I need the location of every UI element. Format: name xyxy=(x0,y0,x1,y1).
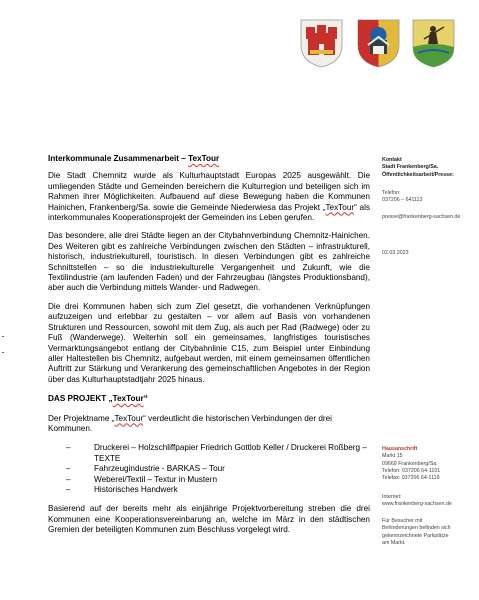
address-city: 09669 Frankenberg/Sa. xyxy=(382,460,438,467)
margin-mark xyxy=(2,336,4,337)
intro-project-name: TexTour xyxy=(325,202,355,212)
frankenberg-crest-icon xyxy=(355,17,402,69)
section-heading-text: DAS PROJEKT „ xyxy=(48,394,113,404)
address-phone: Telefon: 037206 64-1101 xyxy=(382,467,441,474)
list-item: – Historisches Handwerk xyxy=(48,485,370,495)
press-date: 02.03.2023 xyxy=(382,250,409,256)
list-item: – Fahrzeugindustrie - BARKAS – Tour xyxy=(48,464,370,474)
main-content xyxy=(48,154,370,536)
phone-number: 037206 – 641113 xyxy=(382,197,423,204)
paragraph-goals: Die drei Kommunen haben sich zum Ziel gesetzt, die vorhandenen Verknüpfungen aufzuzeigen und erlebbar zu gestalten – vor allem auf Basis von vorhandenen Strukturen und Ressourcen, sowohl mit dem Zug, als auch per Rad (Radwege) oder zu Fuß (Wanderwege). Weiterhin soll ein gemeinsames, langfristiges touristisches Vermarktungsangebot entlang der Citybahnlinie C15, zum Beispiel unter Einbindung aller Haltestellen bis Chemnitz, aufgebaut werden, mit einem gemeinsamen öffentlichen Auftritt zur Stärkung und Verankerung des gemeinschaftlichen Angebotes in der Region über das Kulturhauptstadtjahr 2025 hinaus. xyxy=(48,301,370,384)
paragraph-project-name xyxy=(48,414,370,435)
paragraph-connections: Das besondere, alle drei Städte liegen an der Citybahnverbindung Chemnitz-Hainichen. Des Weiteren gibt es zahlreiche Verbindungen zwischen den Städten – infrastrukturell, historisch, industriekulturell, touristisch. In diesen Verbindungen gibt es zahlreiche Schnittstellen – so die industriekulturelle Vergangenheit und Zukunft, wie die Textilindustrie (am laufenden Faden) und der Fahrzeugbau (längstes Produktionsband), aber auch die Verbindung mittels Wander- und Radwegen. xyxy=(48,231,370,293)
accessibility-note: Für Besucher mit Behinderungen befinden sich gekennzeichnete Parkplätze am Markt. xyxy=(382,518,451,546)
project-name-text-end: “ verdeutlicht die historischen Verbindungen der drei Kommunen. xyxy=(48,413,332,433)
hainichen-crest-icon xyxy=(298,17,345,69)
address-fax: Telefax: 037206 64-1119 xyxy=(382,475,440,482)
list-item: – Weberei/Textil – Textur in Mustern xyxy=(48,475,370,485)
phone-label: Telefon: xyxy=(382,190,401,196)
project-name-term: TexTour xyxy=(114,413,144,423)
project-name-text: Der Projektname „ xyxy=(48,413,115,423)
section-heading-project xyxy=(48,394,370,404)
crests-header xyxy=(298,17,460,69)
internet-link[interactable]: www.frankenberg-sachsen.de xyxy=(382,501,452,508)
paragraph-intro xyxy=(48,171,370,223)
internet-block xyxy=(382,494,474,509)
section-heading-quote: “ xyxy=(143,394,148,404)
contact-email[interactable]: presse@frankenberg-sachsen.de xyxy=(382,214,461,220)
intro-text: Die Stadt Chemnitz wurde als Kulturhauptstadt Europas 2025 ausgewählt. Die umliegenden Städte und Gemeinden bereichern die Kulturregion und beteiligen sich im Rahmen ihrer Möglichkeiten. Aufbauend auf diese Bewegung haben die Kommunen Hainichen, Frankenberg/Sa. sowie die Gemeinde Niederwiesa das Projekt „ xyxy=(48,171,370,212)
list-item: – Druckerei – Holzschliffpapier Friedrich Gottlob Keller / Druckerei Roßberg – TEXTE xyxy=(48,443,370,464)
section-heading-project-name: TexTour xyxy=(112,394,144,404)
address-label: Hausanschrift xyxy=(382,446,418,452)
contact-block xyxy=(382,157,474,179)
internet-label: Internet: xyxy=(382,494,402,500)
contact-organisation: Stadt Frankenberg/Sa. Öffentlichkeitsarbeit/Presse: xyxy=(382,164,454,178)
paragraph-cooperation: Basierend auf der bereits mehr als einjährige Projektvorbereitung streben die drei Kommunen eine Kooperationsvereinbarung an, welche im März in den städtischen Gremien der beteiligten Kommunen zum Beschluss vorgelegt wird. xyxy=(48,504,370,535)
address-block xyxy=(382,446,474,482)
heading-project-name: TexTour xyxy=(188,154,220,163)
contact-phone-block xyxy=(382,190,474,205)
niederwiesa-crest-icon xyxy=(410,17,457,69)
page-heading xyxy=(48,154,370,164)
contact-label: Kontakt xyxy=(382,157,402,163)
intro-text-end: “ als interkommunales Kooperationsprojekt der Gemeinden ins Leben gerufen. xyxy=(48,202,371,223)
margin-mark xyxy=(2,352,4,353)
address-street: Markt 15 xyxy=(382,453,403,460)
connections-list xyxy=(48,443,370,495)
heading-text: Interkommunale Zusammenarbeit – xyxy=(48,154,189,163)
